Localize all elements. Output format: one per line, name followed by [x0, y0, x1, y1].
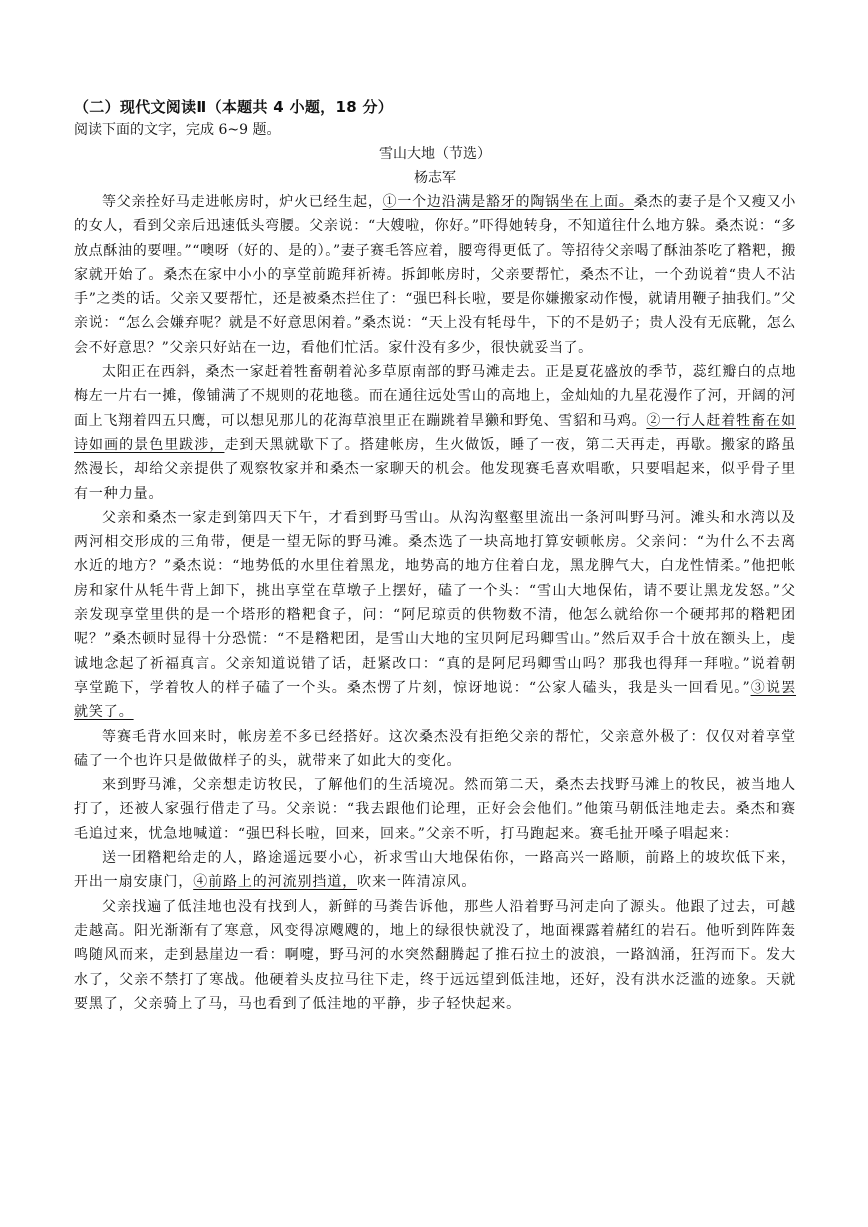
paragraph-4 [74, 725, 796, 774]
paragraph-text: 父亲找遍了低洼地也没有找到人，新鲜的马粪告诉他，那些人沿着野马河走向了源头。他跟了过去，可越走越高。阳光渐渐有了寒意，风变得凉飕飕的，地上的绿很快就没了，地面裸露着赭红的岩石。他听到阵阵轰鸣随风而来，走到悬崖边一看：啊嚏，野马河的水突然翻腾起了推石拉土的波浪，一路汹涌，狂泻而下。发大水了，父亲不禁打了寒战。他硬着头皮拉马往下走，终于远远望到低洼地，还好，没有洪水泛滥的迹象。天就要黑了，父亲骑上了马，马也看到了低洼地的平静，步子轻快起来。 [74, 898, 796, 1012]
paragraph-text: 等父亲拴好马走进帐房时，炉火已经生起， [102, 194, 383, 210]
paragraph-text: 送一团糌粑给走的人，路途遥远要小心，祈求雪山大地保佑你，一路高兴一路顺，前路上的坡坎低下来，开出一扇安康门， [74, 850, 796, 891]
paragraph-1 [74, 190, 796, 360]
article-author: 杨志军 [414, 170, 456, 186]
paragraph-text: 太阳正在西斜，桑杰一家赶着牲畜朝着沁多草原南部的野马滩走去。正是夏花盛放的季节，蕊红瓣白的点地梅左一片右一摊，像铺满了不规则的花地毯。而在通往远处雪山的高地上，金灿灿的九星花漫作了河，开阔的河面上飞翔着四五只鹰，可以想见那儿的花海草浪里正在蹦跳着旱獭和野兔、雪貂和马鸡。 [74, 364, 796, 429]
paragraph-text: 父亲和桑杰一家走到第四天下午，才看到野马雪山。从沟沟壑壑里流出一条河叫野马河。滩头和水湾以及两河相交形成的三角带，便是一望无际的野马滩。桑杰选了一块高地打算安顿帐房。父亲问：“为什么不去离水近的地方？”桑杰说：“地势低的水里住着黑龙，地势高的地方住着白龙，黑龙脾气大，白龙性情柔。”他把帐房和家什从牦牛背上卸下，挑出享堂在草墩子上摆好，磕了一个头：“雪山大地保佑，请不要让黑龙发怒。”父亲发现享堂里供的是一个塔形的糌粑食子，问：“阿尼琼贡的供物数不清，他怎么就给你一个硬邦邦的糌粑团呢？”桑杰顿时显得十分恐慌：“不是糌粑团，是雪山大地的宝贝阿尼玛卿雪山。”然后双手合十放在额头上，虔诚地念起了祈福真言。父亲知道说错了话，赶紧改口：“真的是阿尼玛卿雪山吗？那我也得拜一拜啦。”说着朝享堂跪下，学着牧人的样子磕了一个头。桑杰愣了片刻，惊讶地说：“公家人磕头，我是头一回看见。” [74, 509, 796, 696]
paragraph-text: 等赛毛背水回来时，帐房差不多已经搭好。这次桑杰没有拒绝父亲的帮忙，父亲意外极了：仅仅对着享堂磕了一个也许只是做做样子的头，就带来了如此大的变化。 [74, 728, 796, 769]
paragraph-text: 走到天黑就歇下了。搭建帐房，生火做饭，睡了一夜，第二天再走，再歇。搬家的路虽然漫长，却给父亲提供了观察牧家并和桑杰一家聊天的机会。他发现赛毛喜欢唱歌，只要唱起来，似乎骨子里有一种力量。 [74, 436, 797, 502]
song-lyrics [74, 846, 796, 895]
paragraph-5 [74, 773, 796, 846]
paragraph-2 [74, 360, 796, 506]
paragraph-text: 吹来一阵清凉风。 [357, 874, 477, 891]
underlined-sentence-2: ②一行人赶着牲畜在如诗如画的景色里跋涉， [74, 412, 797, 453]
paragraph-3 [74, 506, 796, 725]
section-instruction: 阅读下面的文字，完成 6~9 题。 [74, 122, 281, 138]
section-title: （二）现代文阅读Ⅱ（本题共 4 小题，18 分） [74, 98, 394, 116]
underlined-sentence-3: ③说罢就笑了。 [74, 679, 797, 721]
article-title: 雪山大地（节选） [379, 146, 491, 162]
paragraph-text: 来到野马滩，父亲想走访牧民，了解他们的生活境况。然而第二天，桑杰去找野马滩上的牧民，被当地人打了，还被人家强行借走了马。父亲说：“我去跟他们论理，正好会会他们。”他策马朝低洼地走去。桑杰和赛毛追过来，忧急地喊道：“强巴科长啦，回来，回来。”父亲不听，打马跑起来。赛毛扯开嗓子唱起来： [74, 777, 796, 842]
underlined-sentence-1: ①一个边沿满是豁牙的陶锅坐在上面。 [382, 194, 634, 210]
paragraph-7 [74, 895, 796, 1016]
exam-page [74, 96, 796, 1016]
paragraph-text: 桑杰的妻子是个又瘦又小的女人，看到父亲后迅速低头弯腰。父亲说：“大嫂啦，你好。”吓得她转身，不知道往什么地方躲。桑杰说：“多放点酥油的要哩。”“噢呀（好的、是的）。”妻子赛毛答应着，腰弯得更低了。等招待父亲喝了酥油茶吃了糌粑，搬家就开始了。桑杰在家中小小的享堂前跪拜祈祷。拆卸帐房时，父亲要帮忙，桑杰不让，一个劲说着“贵人不沾手”之类的话。父亲又要帮忙，还是被桑杰拦住了：“强巴科长啦，要是你嫌搬家动作慢，就请用鞭子抽我们。”父亲说：“怎么会嫌弃呢？就是不好意思闲着。”桑杰说：“天上没有牦母牛，下的不是奶子；贵人没有无底靴，怎么会不好意思？”父亲只好站在一边，看他们忙活。家什没有多少，很快就妥当了。 [74, 194, 796, 356]
underlined-sentence-4: ④前路上的河流别挡道， [193, 874, 358, 891]
